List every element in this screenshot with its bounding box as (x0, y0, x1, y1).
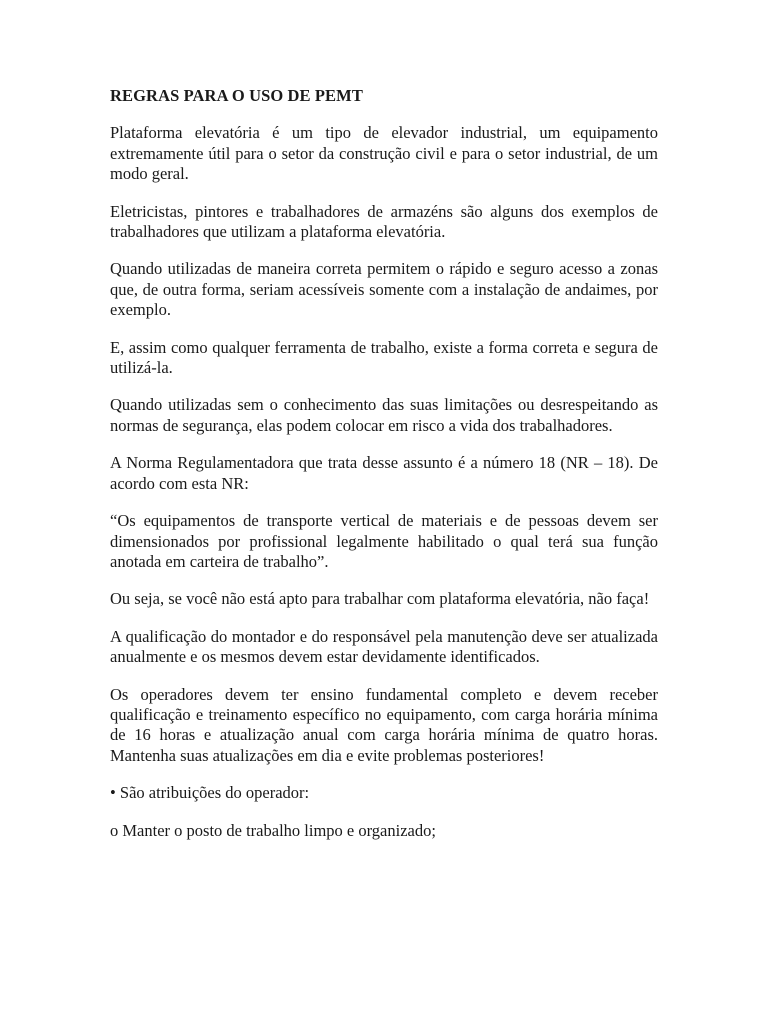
paragraph-warning: Ou seja, se você não está apto para trabalhar com plataforma elevatória, não faça! (110, 589, 650, 609)
document-title: REGRAS PARA O USO DE PEMT (110, 86, 363, 105)
paragraph-risks: Quando utilizadas sem o conhecimento das suas limitações ou desrespeitando as normas de segurança, elas podem colocar em risco a vida dos trabalhadores. (110, 395, 658, 435)
paragraph-intro: Plataforma elevatória é um tipo de elevador industrial, um equipamento extremamente útil para o setor da construção civil e para o setor industrial, de um modo geral. (110, 123, 658, 184)
bullet-heading-operator-duties: • São atribuições do operador: (110, 783, 310, 803)
paragraph-safe-use: E, assim como qualquer ferramenta de trabalho, existe a forma correta e segura de utilizá-la. (110, 337, 658, 378)
paragraph-users: Eletricistas, pintores e trabalhadores de armazéns são alguns dos exemplos de trabalhadores que utilizam a plataforma elevatória. (110, 201, 658, 242)
paragraph-nr18: A Norma Regulamentadora que trata desse assunto é a número 18 (NR – 18). De acordo com esta NR: (110, 453, 658, 493)
paragraph-operators: Os operadores devem ter ensino fundamental completo e devem receber qualificação e treinamento específico no equipamento, com carga horária mínima de 16 horas e atualização anual com carga horária mínima de quatro horas. Mantenha suas atualizações em dia e evite problemas posteriores! (110, 684, 658, 765)
paragraph-qualification: A qualificação do montador e do responsável pela manutenção deve ser atualizada anualmente e os mesmos devem estar devidamente identificados. (110, 626, 658, 667)
sub-item-clean-workstation: o Manter o posto de trabalho limpo e organizado; (110, 820, 436, 840)
document-page (110, 86, 658, 858)
paragraph-correct-use: Quando utilizadas de maneira correta permitem o rápido e seguro acesso a zonas que, de outra forma, seriam acessíveis somente com a instalação de andaimes, por exemplo. (110, 259, 658, 320)
paragraph-nr18-quote: “Os equipamentos de transporte vertical de materiais e de pessoas devem ser dimensionados por profissional legalmente habilitado o qual terá sua função anotada em carteira de trabalho”. (110, 511, 658, 571)
